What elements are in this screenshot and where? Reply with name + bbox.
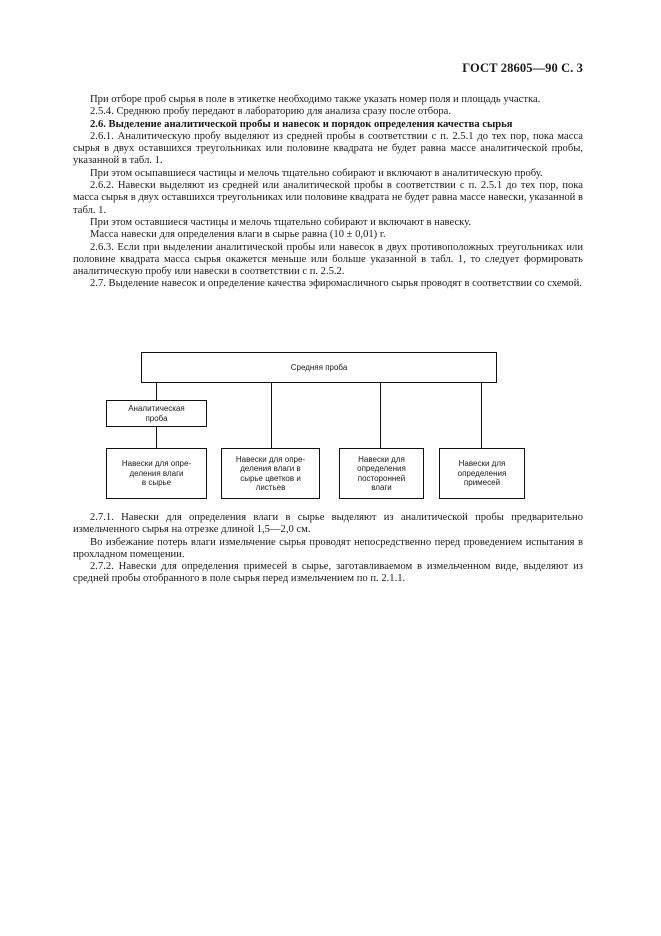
diagram-label: сырье цветков и bbox=[240, 473, 301, 483]
diagram-label: проба bbox=[145, 413, 168, 423]
diagram-label: определения bbox=[457, 468, 507, 478]
diagram-box-impurities bbox=[439, 448, 525, 499]
diagram-label: определения bbox=[357, 464, 406, 473]
diagram-label: Навески для bbox=[358, 454, 405, 464]
page-header: ГОСТ 28605—90 С. 3 bbox=[462, 61, 583, 75]
section-heading: 2.6. Выделение аналитической пробы и навесок и порядок определения качества сырья bbox=[90, 118, 513, 130]
diagram-label: листьев bbox=[255, 483, 286, 492]
connector-line bbox=[380, 383, 381, 448]
paragraph: 2.7.2. Навески для определения примесей в сырье, заготавливаемом в измельченном виде, выделяют из средней пробы отобранного в поле сырья перед измельчением по п. 2.1.1. bbox=[73, 561, 583, 585]
paragraph: При этом оставшиеся частицы и мелочь тщательно собирают и включают в навеску. bbox=[90, 216, 472, 228]
diagram-box-foreign-moisture bbox=[339, 448, 424, 499]
connector-line bbox=[156, 383, 157, 400]
diagram-label: Навески для bbox=[458, 459, 506, 469]
paragraph: Масса навески для определения влаги в сырье равна (10 ± 0,01) г. bbox=[90, 229, 386, 241]
diagram-label: Аналитическая bbox=[128, 404, 185, 413]
diagram-label: посторонней bbox=[357, 473, 406, 483]
diagram-label: Навески для опре- bbox=[235, 454, 306, 464]
diagram-label: Навески для опре- bbox=[121, 459, 192, 469]
diagram-box-average-sample bbox=[141, 352, 497, 383]
diagram-label: в сырье bbox=[141, 478, 172, 488]
diagram-label: влаги bbox=[371, 483, 392, 492]
paragraph: При отборе проб сырья в поле в этикетке необходимо также указать номер поля и площадь участка. bbox=[90, 94, 541, 105]
paragraph: При этом осыпавшиеся частицы и мелочь тщательно собирают и включают в аналитическую пробу. bbox=[90, 167, 543, 179]
paragraph: 2.7.1. Навески для определения влаги в сырье выделяют из аналитической пробы предварительно измельченного сырья на отрезке длиной 1,5—2,0 см. bbox=[73, 512, 583, 536]
connector-line bbox=[481, 383, 482, 448]
diagram-box-moisture bbox=[106, 448, 207, 499]
paragraph: Во избежание потерь влаги измельчение сырья проводят непосредственно перед проведением испытания в прохладном помещении. bbox=[73, 536, 583, 560]
connector-line bbox=[156, 427, 157, 448]
diagram-label: Средняя проба bbox=[290, 362, 348, 372]
diagram-box-moisture-flowers-leaves bbox=[221, 448, 320, 499]
paragraph: 2.7. Выделение навесок и определение качества эфиромасличного сырья проводят в соответствии со схемой. bbox=[90, 278, 582, 290]
paragraph: 2.6.1. Аналитическую пробу выделяют из средней пробы в соответствии с п. 2.5.1 до тех пор, пока масса сырья в двух оставшихся треугольниках или половине квадрата не будет равна массе аналитической пробы, указанной в табл. 1. bbox=[73, 130, 583, 167]
paragraph: 2.6.2. Навески выделяют из средней или аналитической пробы в соответствии с п. 2.5.1 до тех пор, пока масса сырья в двух оставшихся треугольниках или половине квадрата не будет равна массе навески, указанной в табл. 1. bbox=[73, 180, 583, 216]
paragraph: 2.5.4. Среднюю пробу передают в лабораторию для анализа сразу после отбора. bbox=[90, 106, 452, 118]
diagram-box-analytic-sample bbox=[106, 400, 207, 427]
text-block-top bbox=[73, 94, 583, 291]
text-block-bottom bbox=[73, 512, 583, 586]
diagram-label: деления влаги bbox=[129, 468, 184, 478]
paragraph: 2.6.3. Если при выделении аналитической пробы или навесок в двух противоположных треугольниках или половине квадрата масса сырья окажется меньше или больше указанной в табл. 1, то следует формировать аналитическую пробу или навески в соответствии с п. 2.5.2. bbox=[73, 241, 583, 278]
connector-line bbox=[271, 383, 272, 448]
diagram-label: деления влаги в bbox=[240, 464, 301, 473]
diagram-label: примесей bbox=[463, 478, 501, 488]
